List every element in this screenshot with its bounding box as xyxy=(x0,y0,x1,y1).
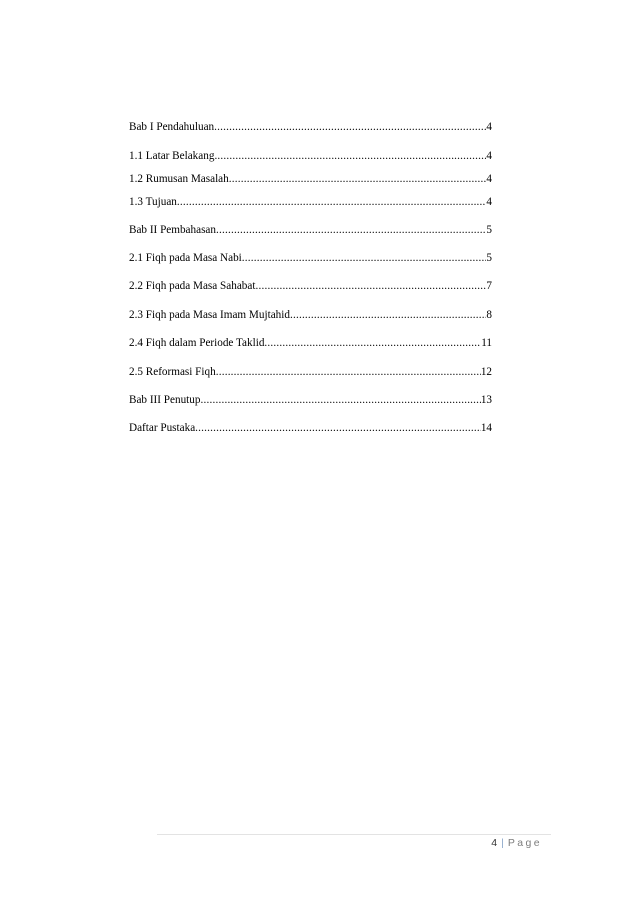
toc-entry-title: 1.2 Rumusan Masalah xyxy=(129,173,229,185)
toc-leader-dots xyxy=(216,222,486,238)
toc-entry-title: 2.3 Fiqh pada Masa Imam Mujtahid xyxy=(129,309,290,321)
toc-entry-title: 2.1 Fiqh pada Masa Nabi xyxy=(129,252,242,264)
toc-entry-page: 11 xyxy=(481,337,492,349)
toc-entry xyxy=(129,335,492,351)
toc-leader-dots xyxy=(242,250,487,266)
toc-entry-page: 12 xyxy=(480,366,492,378)
toc-entry xyxy=(129,119,492,135)
toc-entry-page: 14 xyxy=(480,422,492,434)
toc-entry-page: 4 xyxy=(486,173,492,185)
toc-leader-dots xyxy=(229,171,487,187)
toc-entry-title: 2.4 Fiqh dalam Periode Taklid xyxy=(129,337,265,349)
toc-entry-page: 7 xyxy=(486,280,492,292)
toc-entry xyxy=(129,222,492,238)
toc-entry-title: Daftar Pustaka xyxy=(129,422,196,434)
toc-leader-dots xyxy=(177,194,487,210)
toc-entry xyxy=(129,171,492,187)
toc-entry-page: 4 xyxy=(486,150,492,162)
toc-entry xyxy=(129,194,492,210)
toc-entry xyxy=(129,148,492,164)
toc-entry xyxy=(129,278,492,294)
footer-separator: | xyxy=(501,837,504,849)
toc-entry-page: 5 xyxy=(486,224,492,236)
toc-entry xyxy=(129,364,492,380)
footer-page-label: Page xyxy=(507,837,542,849)
toc-leader-dots xyxy=(290,307,486,323)
toc-leader-dots xyxy=(264,335,481,351)
toc-entry xyxy=(129,420,492,436)
toc-entry-title: 1.3 Tujuan xyxy=(129,196,177,208)
toc-entry-title: Bab II Pembahasan xyxy=(129,224,216,236)
toc-leader-dots xyxy=(255,278,486,294)
toc-leader-dots xyxy=(195,420,481,436)
toc-entry xyxy=(129,250,492,266)
toc-entry-page: 4 xyxy=(486,196,492,208)
toc-entry-title: 1.1 Latar Belakang xyxy=(129,150,215,162)
toc-entry-page: 13 xyxy=(480,394,492,406)
toc-leader-dots xyxy=(216,364,481,380)
footer-divider xyxy=(157,834,551,835)
toc-entry-title: Bab III Penutup xyxy=(129,394,201,406)
toc-leader-dots xyxy=(214,119,486,135)
toc-entry-title: 2.5 Reformasi Fiqh xyxy=(129,366,216,378)
toc-entry-page: 5 xyxy=(486,252,492,264)
toc-entry-title: Bab I Pendahuluan xyxy=(129,121,215,133)
toc-entry xyxy=(129,307,492,323)
toc-entry xyxy=(129,392,492,408)
page-footer xyxy=(491,837,542,849)
toc-entry-title: 2.2 Fiqh pada Masa Sahabat xyxy=(129,280,256,292)
footer-page-number: 4 xyxy=(491,837,498,849)
toc-entry-page: 8 xyxy=(486,309,492,321)
toc-entry-page: 4 xyxy=(486,121,492,133)
toc-leader-dots xyxy=(214,148,486,164)
toc-leader-dots xyxy=(200,392,480,408)
